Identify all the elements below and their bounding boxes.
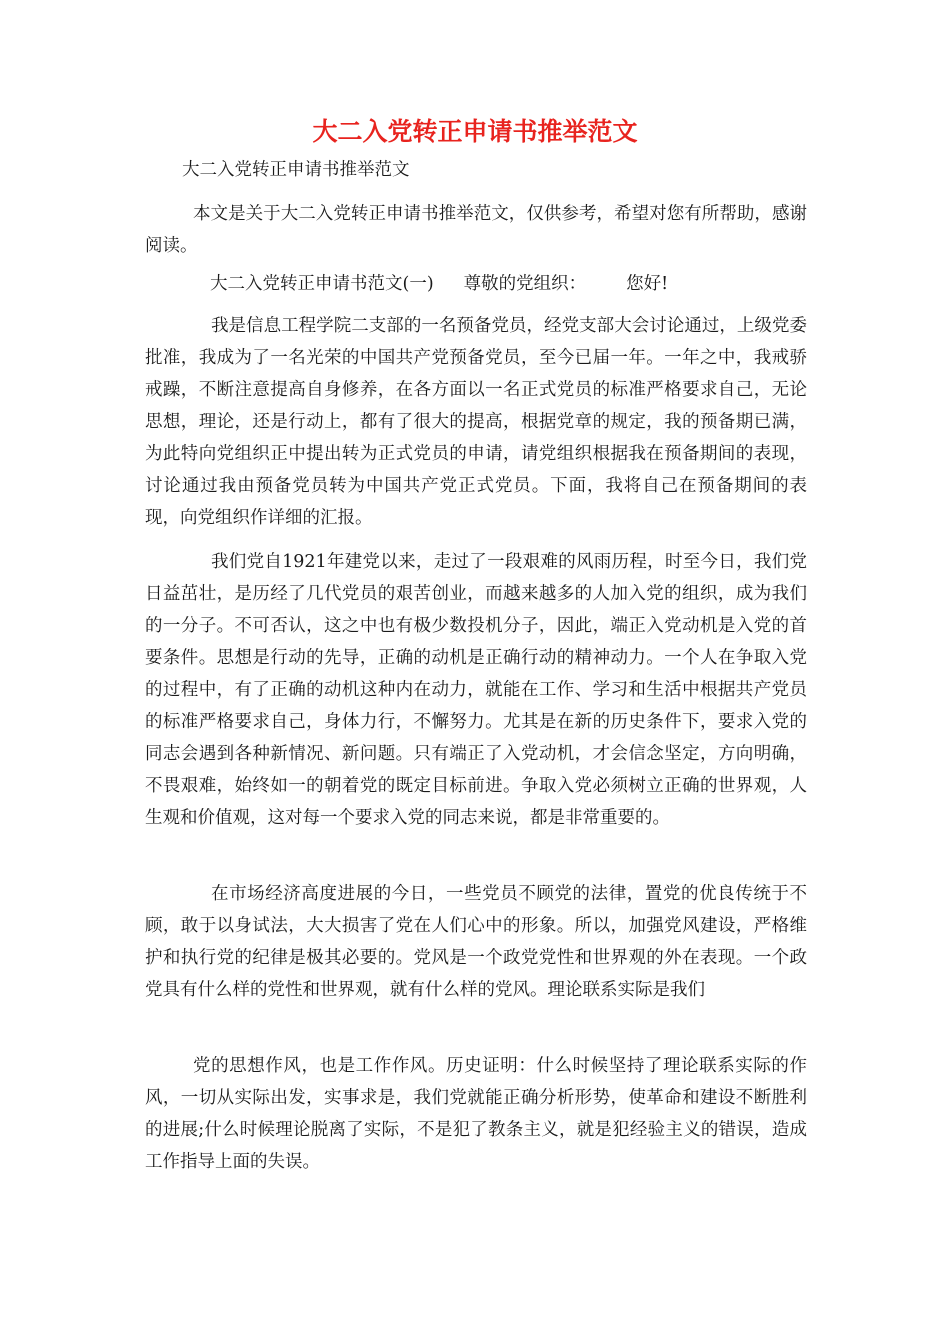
greeting: 您好! xyxy=(626,274,669,294)
paragraph-4: 党的思想作风，也是工作作风。历史证明：什么时候坚持了理论联系实际的作风，一切从实际出发，实事求是，我们党就能正确分析形势，使革命和建设不断胜利的进展;什么时候理论脱离了实际，不是犯了教条主义，就是犯经验主义的错误，造成工作指导上面的失误。 xyxy=(145,1056,807,1172)
section-heading: 大二入党转正申请书范文(一) xyxy=(210,274,434,294)
paragraph-3: 在市场经济高度进展的今日，一些党员不顾党的法律，置党的优良传统于不顾，敢于以身试法，大大损害了党在人们心中的形象。所以，加强党风建设，严格维护和执行党的纪律是极其必要的。党风是一个政党党性和世界观的外在表现。一个政党具有什么样的党性和世界观，就有什么样的党风。理论联系实际是我们 xyxy=(145,884,807,1000)
paragraph-2: 我们党自1921年建党以来，走过了一段艰难的风雨历程，时至今日，我们党日益茁壮，是历经了几代党员的艰苦创业，而越来越多的人加入党的组织，成为我们的一分子。不可否认，这之中也有极少数投机分子，因此，端正入党动机是入党的首要条件。思想是行动的先导，正确的动机是正确行动的精神动力。一个人在争取入党的过程中，有了正确的动机这种内在动力，就能在工作、学习和生活中根据共产党员的标准严格要求自己，身体力行，不懈努力。尤其是在新的历史条件下，要求入党的同志会遇到各种新情况、新问题。只有端正了入党动机，才会信念坚定，方向明确，不畏艰难，始终如一的朝着党的既定目标前进。争取入党必须树立正确的世界观，人生观和价值观，这对每一个要求入党的同志来说，都是非常重要的。 xyxy=(145,552,807,828)
salutation: 尊敬的党组织： xyxy=(463,274,587,294)
paragraph-1: 我是信息工程学院二支部的一名预备党员，经党支部大会讨论通过，上级党委批准，我成为了一名光荣的中国共产党预备党员，至今已届一年。一年之中，我戒骄戒躁，不断注意提高自身修养，在各方面以一名正式党员的标准严格要求自己，无论思想，理论，还是行动上，都有了很大的提高，根据党章的规定，我的预备期已满，为此特向党组织正中提出转为正式党员的申请，请党组织根据我在预备期间的表现，讨论通过我由预备党员转为中国共产党正式党员。下面，我将自己在预备期间的表现，向党组织作详细的汇报。 xyxy=(145,316,807,528)
document-subtitle: 大二入党转正申请书推举范文 xyxy=(182,160,410,180)
intro-paragraph: 本文是关于大二入党转正申请书推举范文，仅供参考，希望对您有所帮助，感谢阅读。 xyxy=(145,204,807,256)
section-heading-line xyxy=(210,268,668,300)
document-title: 大二入党转正申请书推举范文 xyxy=(312,117,638,146)
